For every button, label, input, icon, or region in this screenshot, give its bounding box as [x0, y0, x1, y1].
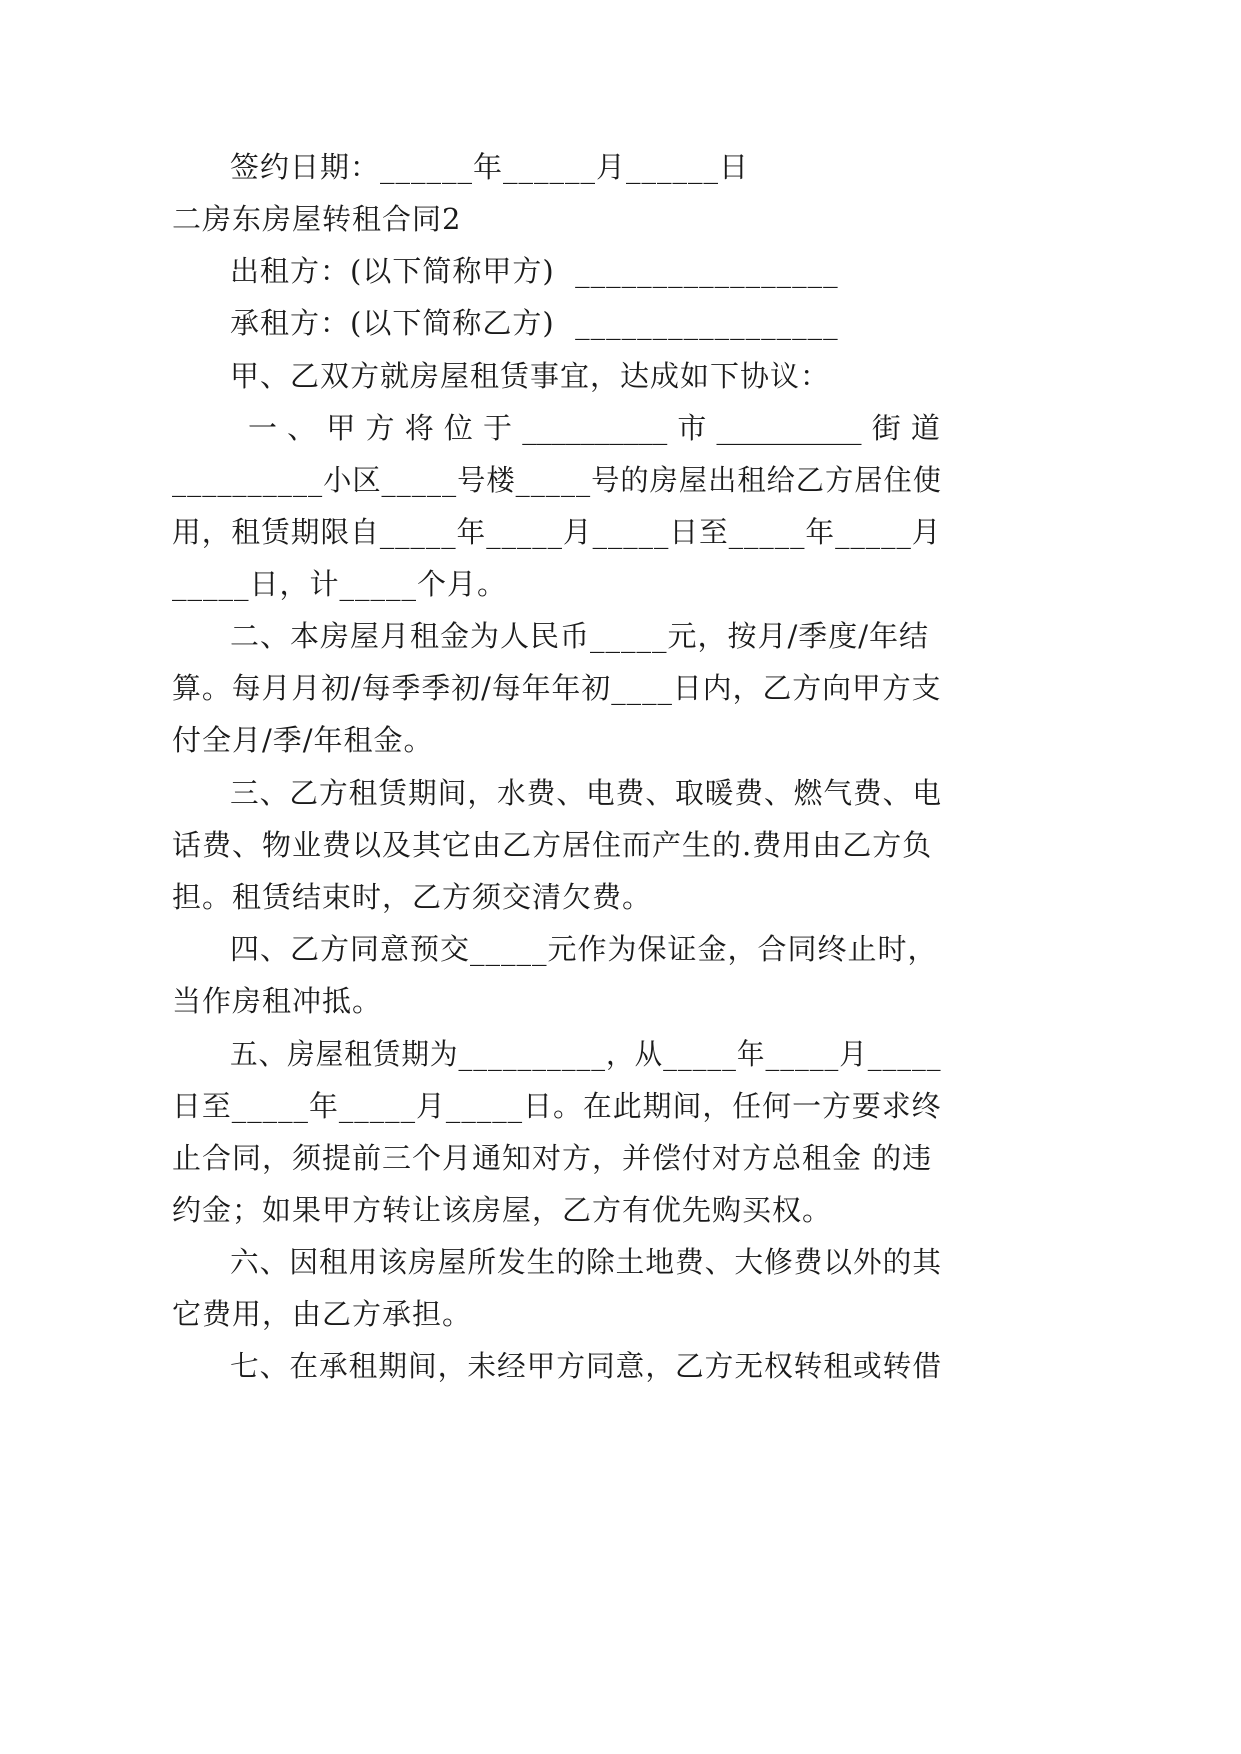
clause-1-char: 一: [248, 411, 278, 445]
lessee-line: 承租方：(以下简称乙方) _________________: [230, 306, 839, 340]
agreement-intro: 甲、乙双方就房屋租赁事宜，达成如下协议：: [230, 359, 831, 393]
contract-title: 二房东房屋转租合同2: [172, 202, 462, 236]
clause-2-line-2: 算。每月月初/每季季初/每年年初____日内，乙方向甲方支: [172, 671, 942, 705]
clause-1-char: 方: [365, 411, 395, 445]
clause-4-line-1: 四、乙方同意预交_____元作为保证金，合同终止时，: [230, 932, 938, 966]
clause-1-char: 街: [871, 411, 901, 445]
clause-6-line-2: 它费用，由乙方承担。: [172, 1297, 473, 1331]
clause-1-char: 道: [910, 411, 940, 445]
clause-1-char: 于: [483, 411, 513, 445]
clause-2-line-3: 付全月/季/年租金。: [172, 723, 434, 757]
clause-4-line-2: 当作房租冲抵。: [172, 984, 383, 1018]
clause-2-line-1: 二、本房屋月租金为人民币_____元，按月/季度/年结: [230, 619, 930, 653]
clause-1-line-3: 用，租赁期限自_____年_____月_____日至_____年_____月: [172, 515, 942, 549]
clause-1-blank: __________: [522, 411, 668, 445]
clause-5-line-4: 约金；如果甲方转让该房屋，乙方有优先购买权。: [172, 1193, 833, 1227]
clause-3-line-3: 担。租赁结束时，乙方须交清欠费。: [172, 880, 653, 914]
clause-1-line-2: __________小区_____号楼_____号的房屋出租给乙方居住使: [172, 463, 943, 497]
clause-1-line-4: _____日，计_____个月。: [172, 567, 508, 601]
clause-1-char: 、: [287, 411, 317, 445]
signing-date-line: 签约日期：______年______月______日: [230, 150, 750, 184]
clause-1-line-1: [248, 408, 940, 448]
clause-1-blank: __________: [716, 411, 862, 445]
clause-1-char: 位: [443, 411, 473, 445]
clause-5-line-2: 日至_____年_____月_____日。在此期间，任何一方要求终: [172, 1089, 942, 1123]
clause-1-char: 将: [404, 411, 434, 445]
clause-1-char: 甲: [326, 411, 356, 445]
clause-5-line-3: 止合同，须提前三个月通知对方，并偿付对方总租金 的违: [172, 1141, 933, 1175]
clause-3-line-2: 话费、物业费以及其它由乙方居住而产生的.费用由乙方负: [172, 828, 933, 862]
clause-6-line-1: 六、因租用该房屋所发生的除土地费、大修费以外的其: [230, 1245, 943, 1279]
clause-7-line-1: 七、在承租期间，未经甲方同意，乙方无权转租或转借: [230, 1349, 943, 1383]
lessor-line: 出租方：(以下简称甲方) _________________: [230, 254, 839, 288]
clause-3-line-1: 三、乙方租赁期间，水费、电费、取暖费、燃气费、电: [230, 776, 943, 810]
clause-1-char: 市: [677, 411, 707, 445]
clause-5-line-1: 五、房屋租赁期为__________，从_____年_____月_____: [230, 1037, 942, 1071]
